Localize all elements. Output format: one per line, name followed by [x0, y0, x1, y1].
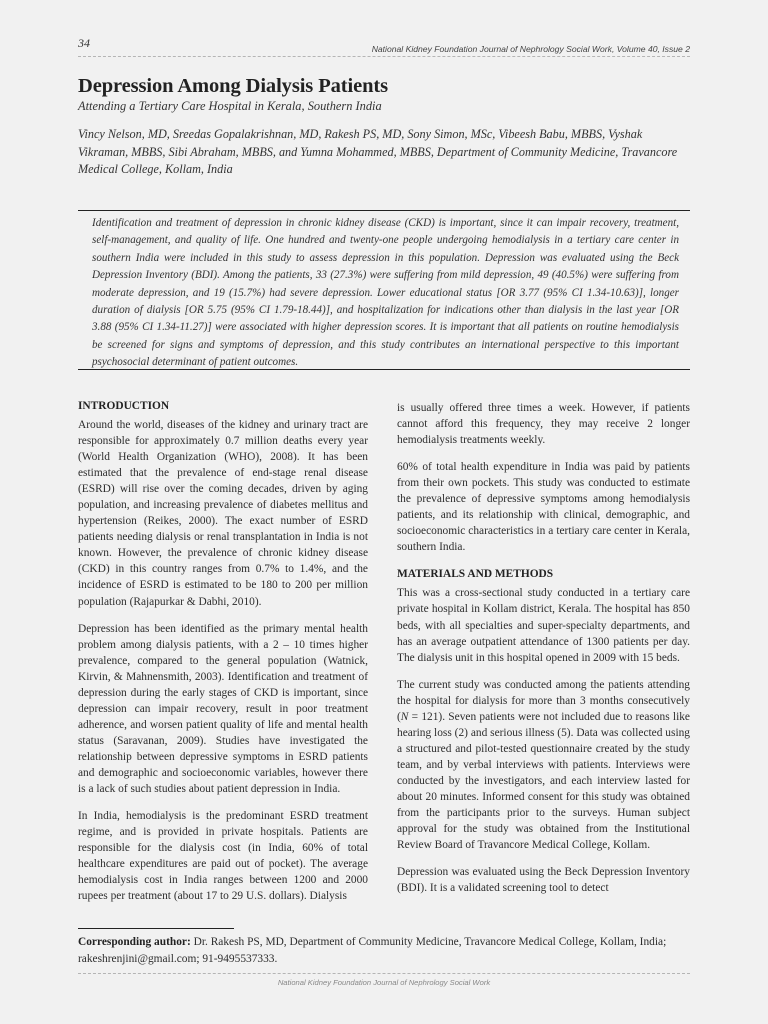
section-heading-methods: MATERIALS AND METHODS	[397, 568, 554, 581]
left-column	[78, 398, 368, 915]
corresponding-author-note	[78, 934, 690, 967]
running-header: National Kidney Foundation Journal of Nephrology Social Work, Volume 40, Issue 2	[371, 44, 690, 54]
paragraph: is usually offered three times a week. However, if patients cannot afford this frequency, they may receive 2 longer hemodialysis treatments weekly.	[397, 402, 690, 447]
paragraph: Depression was evaluated using the Beck Depression Inventory (BDI). It is a validated screening tool to detect	[397, 866, 690, 895]
footnote-text: Dr. Rakesh PS, MD, Department of Community Medicine, Travancore Medical College, Kollam, India; rakeshrenjini@gmail.com; 91-9495537333.	[78, 936, 667, 965]
section-heading-introduction: INTRODUCTION	[78, 400, 170, 412]
article-title: Depression Among Dialysis Patients	[78, 75, 389, 97]
abstract-text: Identification and treatment of depression in chronic kidney disease (CKD) is important, since it can impair recovery, treatment, self-management, and quality of life. One hundred and twenty-one people undergoing hemodialysis in a tertiary care center in southern India were included in this study to assess depression in this population. Depression was evaluated using the Beck Depression Inventory (BDI). Among the patients, 33 (27.3%) were suffering from mild depression, 49 (40.5%) were suffering from moderate depression, and 19 (15.7%) had severe depression. Lower educational status [OR 3.77 (95% CI 1.34-10.63)], longer duration of dialysis [OR 5.75 (95% CI 1.79-18.44)], and hospitalization for indications other than dialysis in the last year [OR 3.88 (95% CI 1.34-11.27)] were associated with higher depression scores. It is important that all patients on routine hemodialysis be screened for signs and symptoms of depression, and this study contributes an international perspective to this important psychosocial determinant of patient outcomes.	[92, 217, 679, 369]
paragraph: Around the world, diseases of the kidney and urinary tract are responsible for approximately 0.7 million deaths every year (World Health Organization (WHO), 2008). It has been estimated that the prevalence of end-stage renal disease (ESRD) will rise over the coming decades, driven by aging population, and increasing prevalence of diabetes mellitus and hypertension (Reikes, 2000). The exact number of ESRD patients needing dialysis or renal transplantation in India is not known. However, the prevalence of chronic kidney disease (CKD) in this country ranges from 0.7% to 1.4%, and the incidence of ESRD is estimated to be 180 to 200 per million population (Rajapurkar & Dabhi, 2010).	[78, 419, 368, 608]
footnote-divider	[78, 928, 234, 929]
right-column	[397, 400, 690, 907]
footnote-label: Corresponding author:	[78, 936, 191, 948]
paragraph: This was a cross-sectional study conducted in a tertiary care private hospital in Kollam district, Kerala. The hospital has 850 beds, with all specialties and super-specialty departments, and has an average outpatient attendance of 1300 patients per day. The dialysis unit in this hospital opened in 2009 with 15 beds.	[397, 587, 690, 664]
author-list: Vincy Nelson, MD, Sreedas Gopalakrishnan, MD, Rakesh PS, MD, Sony Simon, MSc, Vibeesh Babu, MBBS, Vyshak Vikraman, MBBS, Sibi Abraham, MBBS, and Yumna Mohammed, MBBS, Department of Community Medicine, Travancore Medical College, Kollam, India	[78, 127, 678, 176]
paragraph: 60% of total health expenditure in India was paid by patients from their own pockets. This study was conducted to estimate the prevalence of depressive symptoms among hemodialysis patients, and its relationship with clinical, demographic, and socioeconomic characteristics in a tertiary care center in Kerala, southern India.	[397, 461, 690, 554]
abstract-box	[78, 210, 690, 370]
paragraph-text: The current study was conducted among the patients attending the hospital for dialysis for more than 3 months consecutively (	[397, 678, 690, 723]
sample-size-symbol: N	[400, 710, 409, 723]
header-divider	[78, 56, 690, 57]
footer-divider	[78, 973, 690, 974]
paragraph-text: = 121). Seven patients were not included due to reasons like hearing loss (2) and serious illness (5). Data was collected using a structured and pilot-tested questionnaire created by the study team, and by verbal interviews with patients. Interviews were conducted by the investigators, and each interview lasted for about 20 minutes. Informed consent for this study was obtained from the participants prior to the surveys. Human subject approval for the study was obtained from the Institutional Review Board of Travancore Medical College, Kollam.	[397, 710, 690, 852]
paragraph: In India, hemodialysis is the predominant ESRD treatment regime, and is provided in private hospitals. Patients are responsible for the dialysis cost (in India, 60% of total healthcare expenditures are paid out of pocket). The average hemodialysis cost in India ranges between 1200 and 2000 rupees per treatment (about 17 to 29 U.S. dollars). Dialysis	[78, 810, 368, 903]
page-number: 34	[78, 36, 90, 50]
page-footer: National Kidney Foundation Journal of Nephrology Social Work	[277, 978, 491, 987]
article-subtitle: Attending a Tertiary Care Hospital in Kerala, Southern India	[78, 99, 382, 113]
paragraph: Depression has been identified as the primary mental health problem among dialysis patients, with a 2 – 10 times higher prevalence, compared to the general population (Watnick, Kirvin, & Mahnensmith, 2003). Identification and treatment of depression during the early stages of CKD is important, since depression can impair recovery, result in poor treatment adherence, and worsen patient quality of life and mental health status (Saravanan, 2009). Studies have investigated the relationship between depressive symptoms in ESRD patients and demographic and socioeconomic variables, however there is a lack of such studies about patient depression in India.	[78, 622, 368, 796]
paragraph	[397, 677, 690, 854]
